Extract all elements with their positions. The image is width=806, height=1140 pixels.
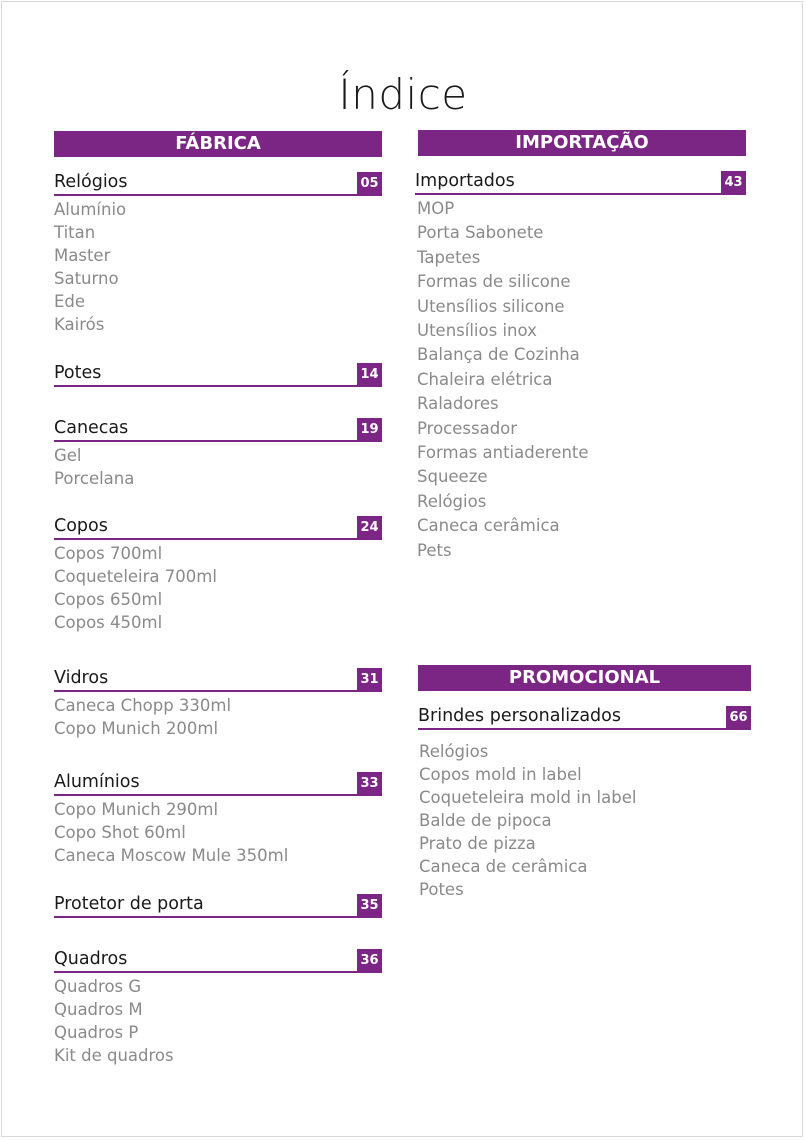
section-title: Importados (415, 171, 515, 191)
section-items (54, 198, 382, 336)
list-item: Caneca cerâmica (417, 516, 560, 536)
list-item: Copo Shot 60ml (54, 823, 186, 842)
list-item: Copo Munich 200ml (54, 719, 219, 738)
list-item: Utensílios inox (417, 321, 537, 341)
list-item: Utensílios silicone (417, 296, 565, 316)
section-items (54, 694, 382, 740)
list-item: Saturno (54, 269, 119, 288)
banner-importacao: IMPORTAÇÃO (418, 130, 746, 156)
section-title: Protetor de porta (54, 894, 204, 914)
page-number-badge: 35 (357, 894, 382, 918)
list-item: Caneca de cerâmica (419, 857, 588, 876)
list-item: Relógios (417, 491, 487, 511)
list-item: Copos 700ml (54, 544, 163, 563)
section-promocional-0 (418, 704, 751, 901)
section-title: Potes (54, 363, 102, 383)
page-number-badge: 43 (721, 171, 746, 195)
list-item: Processador (417, 418, 518, 438)
page-number-badge: 36 (357, 949, 382, 973)
list-item: Potes (419, 880, 464, 899)
section-items (415, 197, 746, 563)
list-item: Relógios (419, 742, 489, 761)
section-fabrica-6 (54, 892, 382, 920)
section-title: Quadros (54, 949, 128, 969)
section-title: Relógios (54, 172, 128, 192)
section-fabrica-1 (54, 361, 382, 389)
section-items (418, 740, 751, 901)
section-header (54, 514, 382, 540)
page-number-badge: 05 (357, 172, 382, 196)
list-item: Kit de quadros (54, 1046, 174, 1065)
section-header (415, 169, 746, 195)
section-header (54, 361, 382, 387)
list-item: Copos 450ml (54, 613, 163, 632)
section-title: Alumínios (54, 772, 140, 792)
section-title: Vidros (54, 668, 109, 688)
section-header (54, 770, 382, 796)
page-number-badge: 14 (357, 363, 382, 387)
list-item: Gel (54, 446, 82, 465)
list-item: Copos mold in label (419, 765, 582, 784)
section-header (54, 947, 382, 973)
section-items (54, 542, 382, 634)
list-item: Porta Sabonete (417, 223, 544, 243)
section-items (54, 444, 382, 490)
list-item: Pets (417, 540, 452, 560)
list-item: Coqueteleira 700ml (54, 567, 217, 586)
list-item: Quadros G (54, 977, 142, 996)
list-item: MOP (417, 199, 455, 218)
list-item: Copo Munich 290ml (54, 800, 219, 819)
list-item: Quadros M (54, 1000, 143, 1019)
list-item: Squeeze (417, 467, 488, 487)
list-item: Balança de Cozinha (417, 345, 580, 365)
section-fabrica-5 (54, 770, 382, 867)
section-fabrica-7 (54, 947, 382, 1067)
section-fabrica-0 (54, 170, 382, 336)
section-title: Brindes personalizados (418, 706, 621, 726)
list-item: Formas antiaderente (417, 443, 589, 463)
list-item: Alumínio (54, 200, 127, 219)
section-header (54, 170, 382, 196)
section-fabrica-3 (54, 514, 382, 634)
page-number-badge: 31 (357, 668, 382, 692)
page-number-badge: 66 (726, 706, 751, 730)
list-item: Copos 650ml (54, 590, 163, 609)
list-item: Titan (54, 223, 96, 242)
section-header (418, 704, 751, 730)
list-item: Kairós (54, 315, 105, 334)
page-number-badge: 24 (357, 516, 382, 540)
section-title: Canecas (54, 418, 129, 438)
section-fabrica-2 (54, 416, 382, 490)
list-item: Coqueteleira mold in label (419, 788, 637, 807)
list-item: Chaleira elétrica (417, 369, 553, 389)
list-item: Balde de pipoca (419, 811, 552, 830)
list-item: Prato de pizza (419, 834, 536, 853)
list-item: Raladores (417, 394, 499, 414)
section-header (54, 892, 382, 918)
section-items (54, 975, 382, 1067)
section-title: Copos (54, 516, 108, 536)
list-item: Caneca Moscow Mule 350ml (54, 846, 289, 865)
page-title: Índice (338, 70, 468, 119)
section-items (54, 798, 382, 867)
section-header (54, 666, 382, 692)
list-item: Ede (54, 292, 86, 311)
banner-promocional: PROMOCIONAL (418, 665, 751, 691)
page-number-badge: 19 (357, 418, 382, 442)
list-item: Porcelana (54, 469, 135, 488)
section-fabrica-4 (54, 666, 382, 740)
page-number-badge: 33 (357, 772, 382, 796)
list-item: Quadros P (54, 1023, 139, 1042)
list-item: Formas de silicone (417, 272, 571, 292)
list-item: Caneca Chopp 330ml (54, 696, 232, 715)
section-header (54, 416, 382, 442)
banner-fabrica: FÁBRICA (54, 131, 382, 157)
section-importacao-0 (415, 169, 746, 563)
list-item: Tapetes (417, 247, 481, 267)
list-item: Master (54, 246, 111, 265)
